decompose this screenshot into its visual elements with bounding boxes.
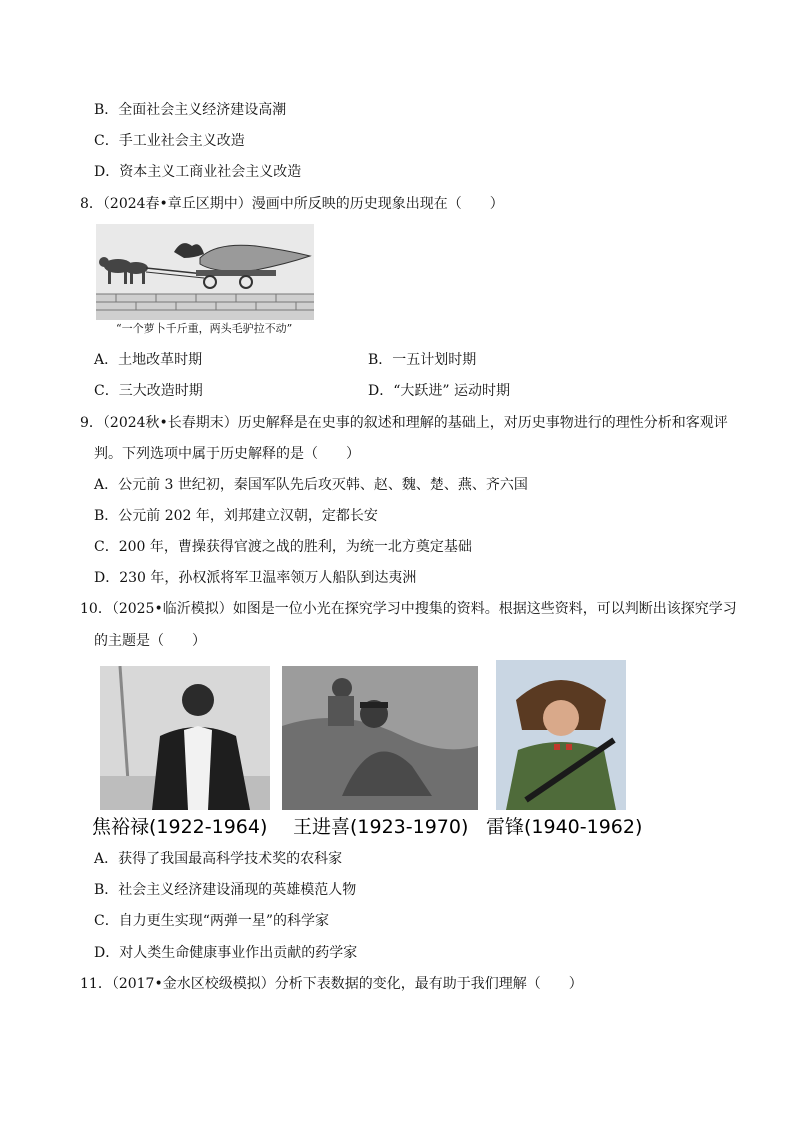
q10-option-c: C．自力更生实现“两弹一星”的科学家 [94,913,330,929]
q7-option-d: D．资本主义工商业社会主义改造 [94,164,302,180]
lei-feng-photo [496,660,626,810]
q9-option-a: A．公元前 3 世纪初，秦国军队先后攻灭韩、赵、魏、楚、燕、齐六国 [94,477,528,493]
photo-label-lei-feng: 雷锋(1940-1962) [486,816,643,838]
q10-stem-line2: 的主题是（ ） [94,633,206,649]
q9-option-c: C．200 年，曹操获得官渡之战的胜利，为统一北方奠定基础 [94,539,472,555]
q8-option-a: A．土地改革时期 [94,352,203,368]
photo-label-jiao-yulu: 焦裕禄(1922-1964) [92,816,268,838]
q9-stem-line1: 9．（2024秋•长春期末）历史解释是在史事的叙述和理解的基础上，对历史事物进行的理性分析和客观评 [80,415,728,431]
q9-stem-line2: 判。下列选项中属于历史解释的是（ ） [94,446,360,462]
q8-option-d: D．“大跃进” 运动时期 [368,383,510,399]
q9-option-b: B．公元前 202 年，刘邦建立汉朝，定都长安 [94,508,378,524]
carrot-cartoon-image [96,224,314,320]
cartoon-caption: “一个萝卜千斤重，两头毛驴拉不动” [116,322,293,335]
q7-option-c: C．手工业社会主义改造 [94,133,245,149]
q9-option-d: D．230 年，孙权派将军卫温率领万人船队到达夷洲 [94,570,417,586]
q8-stem: 8．（2024春•章丘区期中）漫画中所反映的历史现象出现在（ ） [80,196,504,212]
photo-label-wang-jinxi: 王进喜(1923-1970) [293,816,469,838]
q8-option-c: C．三大改造时期 [94,383,203,399]
q10-option-a: A．获得了我国最高科学技术奖的农科家 [94,851,343,867]
q10-stem-line1: 10．（2025•临沂模拟）如图是一位小光在探究学习中搜集的资料。根据这些资料，可以判断出该探究学习 [80,601,737,617]
q7-option-b: B．全面社会主义经济建设高潮 [94,102,287,118]
q10-option-b: B．社会主义经济建设涌现的英雄模范人物 [94,882,357,898]
q11-stem: 11．（2017•金水区校级模拟）分析下表数据的变化，最有助于我们理解（ ） [80,976,583,992]
q10-option-d: D．对人类生命健康事业作出贡献的药学家 [94,945,358,961]
jiao-yulu-photo [100,666,270,810]
wang-jinxi-photo [282,666,478,810]
q8-option-b: B．一五计划时期 [368,352,477,368]
